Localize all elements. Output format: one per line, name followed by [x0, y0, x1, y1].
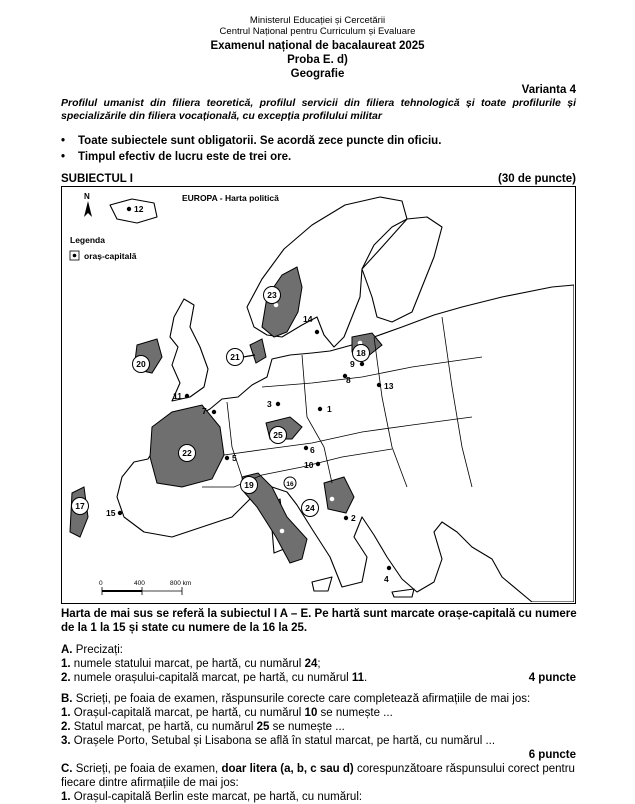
partA-header [61, 643, 123, 657]
capital-label-8: 8 [346, 375, 351, 385]
center-line: Centrul Național pentru Curriculum și Evaluare [219, 26, 416, 37]
item-end: . [364, 672, 368, 684]
capital-label-14: 14 [303, 314, 313, 324]
capital-label-3: 3 [267, 399, 272, 409]
capital-dot-1 [318, 407, 322, 411]
partB-item-3 [61, 734, 495, 748]
map-title: EUROPA - Harta politică [182, 193, 279, 203]
subject-title: Geografie [290, 68, 345, 80]
partA-points: 4 puncte [528, 672, 576, 684]
partB-points: 6 puncte [528, 749, 576, 761]
capital-label-13: 13 [384, 381, 394, 391]
capital-dot-15 [118, 511, 122, 515]
partB-header [61, 692, 530, 706]
capital-dot-9 [360, 362, 364, 366]
state-label-19: 19 [244, 480, 254, 490]
capital-dot-11 [185, 394, 189, 398]
profile-text: Profilul umanist din filiera teoretică, profilul servicii din filiera tehnologică și toate profilurile și specializările din filiera vocațională, cu excepția profilului militar [61, 97, 576, 122]
partC-item-1 [61, 790, 362, 804]
item-text: Orașul-capitală marcat, pe hartă, cu numărul [73, 707, 305, 719]
partA-instruction: Precizați: [75, 644, 123, 656]
capital-label-1: 1 [327, 404, 332, 414]
capital-dot-3 [276, 402, 280, 406]
proba-title: Proba E. d) [287, 54, 348, 66]
capital-label-6: 6 [310, 445, 315, 455]
rule-2: Timpul efectiv de lucru este de trei ore. [78, 151, 292, 163]
variant-label: Varianta 4 [521, 84, 576, 96]
state-label-24: 24 [305, 503, 315, 513]
capital-label-12: 12 [134, 204, 144, 214]
item-num: 2. [61, 672, 71, 684]
capital-label-5: 5 [232, 453, 237, 463]
item-text: Orașul-capitală Berlin este marcat, pe hartă, cu numărul: [73, 791, 363, 803]
sicily-shape [312, 577, 332, 591]
partB-item-1 [61, 706, 393, 720]
capital-dot-2 [344, 516, 348, 520]
item-text: Statul marcat, pe hartă, cu numărul [73, 721, 257, 733]
capital-dot-4 [387, 566, 391, 570]
item-end: se numește ... [269, 721, 345, 733]
europe-political-map [61, 186, 576, 604]
item-end: se numește ... [317, 707, 393, 719]
ministry-line: Ministerul Educației și Cercetării [249, 15, 386, 26]
partC-instruction-pre: Scrieți, pe foaia de examen, [75, 763, 222, 775]
state-label-16: 16 [286, 481, 294, 488]
subject1-title: SUBIECTUL I [61, 173, 133, 185]
subject1-points: (30 de puncte) [498, 173, 576, 185]
capital-dot-5 [225, 456, 229, 460]
state-label-17: 17 [75, 501, 85, 511]
scale-800: 800 km [170, 580, 192, 587]
item-bold: 11 [351, 672, 365, 684]
state-21-shape [250, 339, 266, 363]
partB-item-2 [61, 720, 345, 734]
capital-dot-10 [316, 462, 320, 466]
legend-item: oraș-capitală [84, 251, 137, 261]
rule-bullet: • [61, 151, 66, 163]
partA-item-2 [61, 671, 367, 685]
item-text: numele orașului-capitală marcat, pe hartă, cu numărul [73, 672, 352, 684]
scale-0: 0 [99, 580, 103, 587]
legend-title: Legenda [70, 235, 105, 245]
item-num: 1. [61, 791, 71, 803]
item-num: 1. [61, 658, 71, 670]
state-label-25: 25 [273, 430, 283, 440]
state-label-23: 23 [267, 290, 277, 300]
item-bold: 25 [256, 721, 270, 733]
partB-instruction: Scrieți, pe foaia de examen, răspunsurile corecte care completează afirmațiile de mai jos: [75, 693, 531, 705]
partA-item-1 [61, 657, 321, 671]
item-num: 1. [61, 707, 71, 719]
partC-header [61, 762, 581, 790]
item-bold: 24 [304, 658, 318, 670]
capital-dot-7 [212, 410, 216, 414]
capital-label-11: 11 [173, 391, 182, 401]
partC-instruction-post: corespunzătoare răspunsului corect pentru fiecare dintre afirmațiile de mai jos: [61, 763, 575, 789]
crete-shape [392, 589, 414, 597]
capital-dot-6 [304, 446, 308, 450]
item-text: Orașele Porto, Setubal și Lisabona se află în statul marcat, pe hartă, cu numărul ... [73, 735, 496, 747]
capital-label-2: 2 [351, 513, 356, 523]
capital-dot-14 [315, 330, 319, 334]
rule-bullet: • [61, 135, 66, 147]
scale-bar [102, 587, 182, 595]
capital-label-4: 4 [384, 574, 389, 584]
britain-shape [170, 299, 208, 401]
map-intro: Harta de mai sus se referă la subiectul I A – E. Pe hartă sunt marcate orașe-capitală cu numere de la 1 la 15 și state cu numere de la 16 la 25. [61, 608, 577, 634]
capital-dot-13 [377, 383, 381, 387]
capital-label-7: 7 [202, 406, 207, 416]
state-label-21: 21 [230, 352, 240, 362]
exam-title: Examenul național de bacalaureat 2025 [210, 40, 425, 52]
north-arrow [84, 201, 92, 217]
capital-label-10: 10 [304, 460, 314, 470]
rule-1: Toate subiectele sunt obligatorii. Se acordă zece puncte din oficiu. [78, 135, 442, 147]
state-label-20: 20 [136, 359, 146, 369]
item-num: 2. [61, 721, 71, 733]
capital-label-15: 15 [106, 508, 116, 518]
item-bold: 10 [304, 707, 318, 719]
state-label-18: 18 [356, 348, 366, 358]
north-label: N [84, 192, 90, 201]
scale-400: 400 [134, 580, 145, 587]
item-num: 3. [61, 735, 71, 747]
item-text: numele statului marcat, pe hartă, cu numărul [73, 658, 305, 670]
partC-label: C. [61, 763, 73, 775]
partB-label: B. [61, 693, 73, 705]
legend-dot [73, 254, 77, 258]
partA-label: A. [61, 644, 73, 656]
capital-dot-12 [127, 207, 131, 211]
state-label-22: 22 [182, 448, 192, 458]
capital-label-9: 9 [350, 359, 355, 369]
partC-instruction-bold: doar litera (a, b, c sau d) [221, 763, 354, 775]
item-end: ; [317, 658, 321, 670]
